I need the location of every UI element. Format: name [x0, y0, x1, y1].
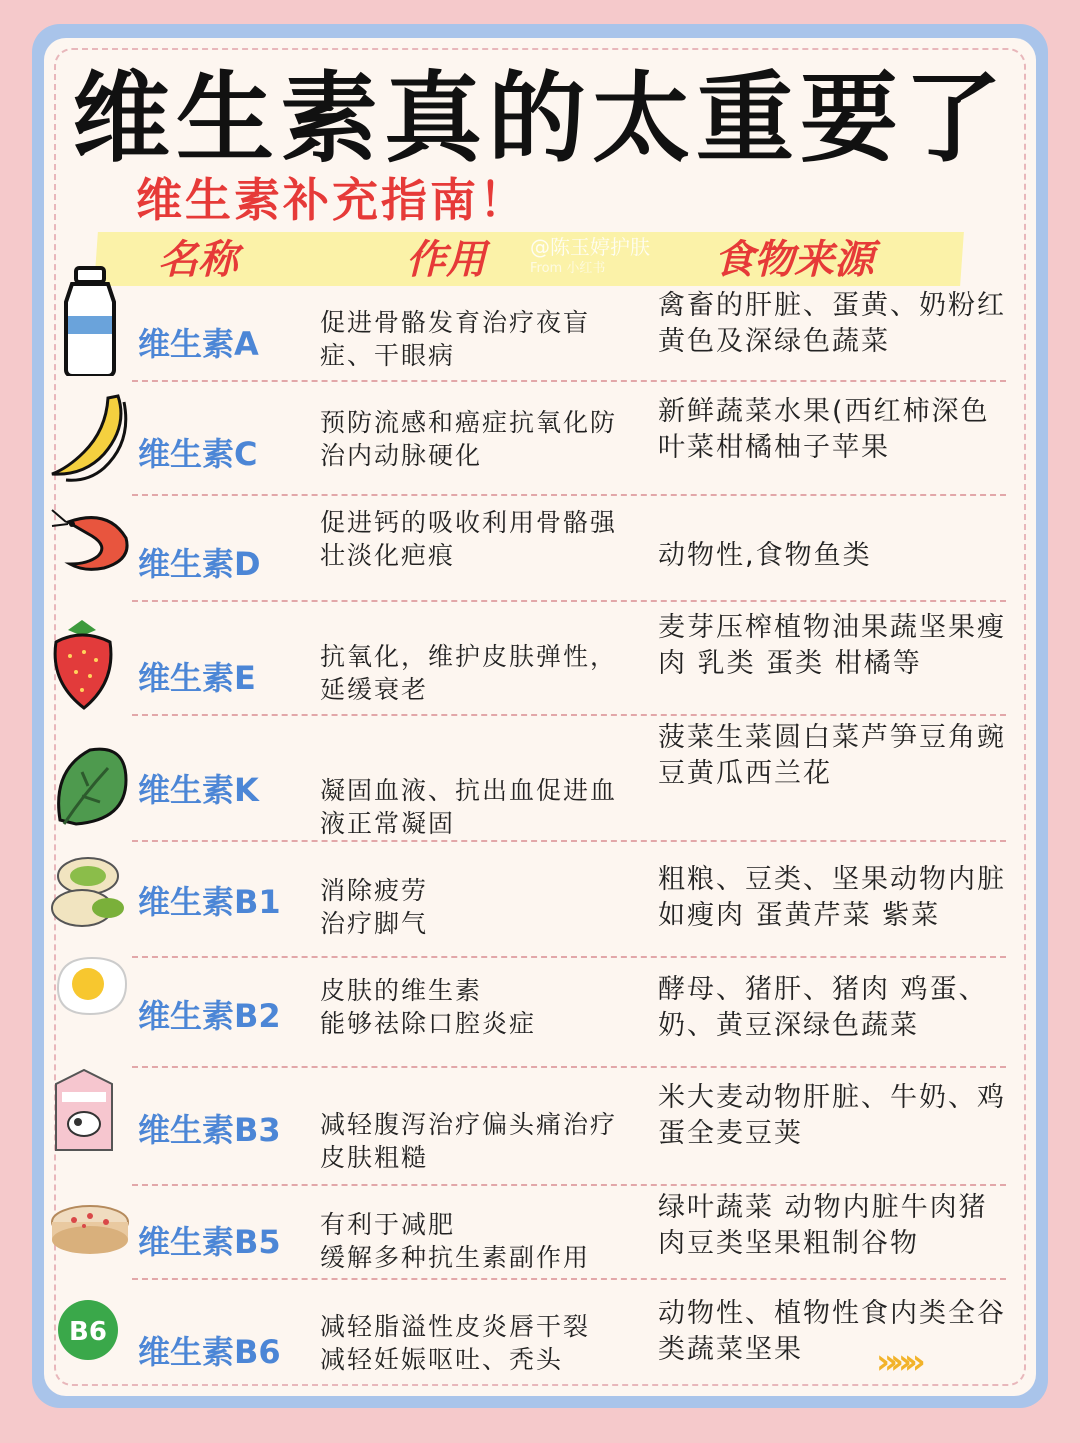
shrimp-icon — [48, 502, 132, 598]
grain-cake-icon — [48, 1192, 132, 1288]
b6-badge-icon — [48, 1290, 132, 1386]
vitamin-effect: 凝固血液、抗出血促进血液正常凝固 — [320, 776, 618, 838]
vitamin-row — [0, 1068, 1080, 1186]
vitamin-name: 维生素K — [138, 771, 259, 809]
vitamin-row — [0, 1186, 1080, 1280]
vitamin-name: 维生素B1 — [138, 883, 281, 921]
vitamin-effect: 促进骨骼发育治疗夜盲症、干眼病 — [320, 308, 591, 370]
vitamin-effect: 皮肤的维生素 能够祛除口腔炎症 — [320, 976, 537, 1038]
vitamin-name: 维生素B2 — [138, 997, 281, 1035]
chevrons-right-icon: »»» — [876, 1342, 918, 1382]
vitamin-name: 维生素A — [138, 325, 259, 363]
vitamin-row — [0, 958, 1080, 1068]
vitamin-food-source: 禽畜的肝脏、蛋黄、奶粉红黄色及深绿色蔬菜 — [658, 290, 1006, 357]
milk-carton-icon — [48, 1064, 132, 1160]
vitamin-name: 维生素C — [138, 435, 258, 473]
vitamin-row — [0, 716, 1080, 842]
vitamin-effect: 抗氧化，维护皮肤弹性，延缓衰老 — [320, 642, 618, 704]
vitamin-effect: 减轻腹泻治疗偏头痛治疗皮肤粗糙 — [320, 1110, 618, 1172]
strawberry-icon — [48, 616, 132, 712]
watermark-main: @陈玉婷护肤 — [530, 235, 650, 259]
vitamin-row — [0, 842, 1080, 958]
watermark — [530, 236, 650, 280]
page-title: 维生素真的太重要了 — [71, 62, 1008, 176]
banana-icon — [48, 392, 132, 488]
vitamin-row — [0, 288, 1080, 382]
vitamin-name: 维生素D — [138, 545, 261, 583]
vitamin-food-source: 动物性,食物鱼类 — [658, 540, 872, 571]
vitamin-effect: 预防流感和癌症抗氧化防治内动脉硬化 — [320, 408, 618, 470]
header-source: 食物来源 — [714, 237, 874, 283]
header-effect: 作用 — [406, 237, 486, 283]
vitamin-effect: 有利于减肥 缓解多种抗生素副作用 — [320, 1210, 591, 1272]
vitamin-food-source: 动物性、植物性食内类全谷类蔬菜坚果 — [658, 1298, 1006, 1365]
vitamin-name: 维生素B3 — [138, 1111, 281, 1149]
watermark-sub: From 小红书 — [530, 261, 606, 276]
fried-egg-icon — [48, 952, 132, 1048]
page-subtitle: 维生素补充指南！ — [136, 173, 528, 227]
vitamin-food-source: 新鲜蔬菜水果(西红柿深色叶菜柑橘柚子苹果 — [658, 396, 990, 463]
vitamin-name: 维生素B5 — [138, 1223, 281, 1261]
vitamin-food-source: 米大麦动物肝脏、牛奶、鸡蛋全麦豆荚 — [658, 1082, 1006, 1149]
vitamin-food-source: 绿叶蔬菜 动物内脏牛肉猪肉豆类坚果粗制谷物 — [658, 1192, 988, 1259]
vitamin-food-source: 粗粮、豆类、坚果动物内脏如瘦肉 蛋黄芹菜 紫菜 — [658, 864, 1006, 931]
vitamin-food-source: 酵母、猪肝、猪肉 鸡蛋、奶、黄豆深绿色蔬菜 — [658, 974, 988, 1041]
header-name: 名称 — [158, 237, 238, 283]
vitamin-row — [0, 496, 1080, 602]
vitamin-name: 维生素E — [138, 659, 256, 697]
milk-bottle-icon — [48, 266, 132, 362]
vitamin-row — [0, 602, 1080, 716]
vitamin-effect: 消除疲劳 治疗脚气 — [320, 876, 429, 938]
vitamin-effect: 减轻脂溢性皮炎唇干裂 减轻妊娠呕吐、秃头 — [320, 1312, 591, 1374]
vitamin-food-source: 麦芽压榨植物油果蔬坚果瘦肉 乳类 蛋类 柑橘等 — [658, 612, 1006, 679]
pistachio-icon — [48, 852, 132, 948]
vitamin-name: 维生素B6 — [138, 1333, 281, 1371]
b6-badge-text: B6 — [69, 1317, 107, 1347]
vitamin-row — [0, 382, 1080, 496]
vitamin-food-source: 菠菜生菜圆白菜芦笋豆角豌豆黄瓜西兰花 — [658, 722, 1006, 789]
vitamin-effect: 促进钙的吸收利用骨骼强壮淡化疤痕 — [320, 508, 618, 570]
vitamin-row — [0, 1280, 1080, 1388]
spinach-leaf-icon — [48, 740, 132, 836]
